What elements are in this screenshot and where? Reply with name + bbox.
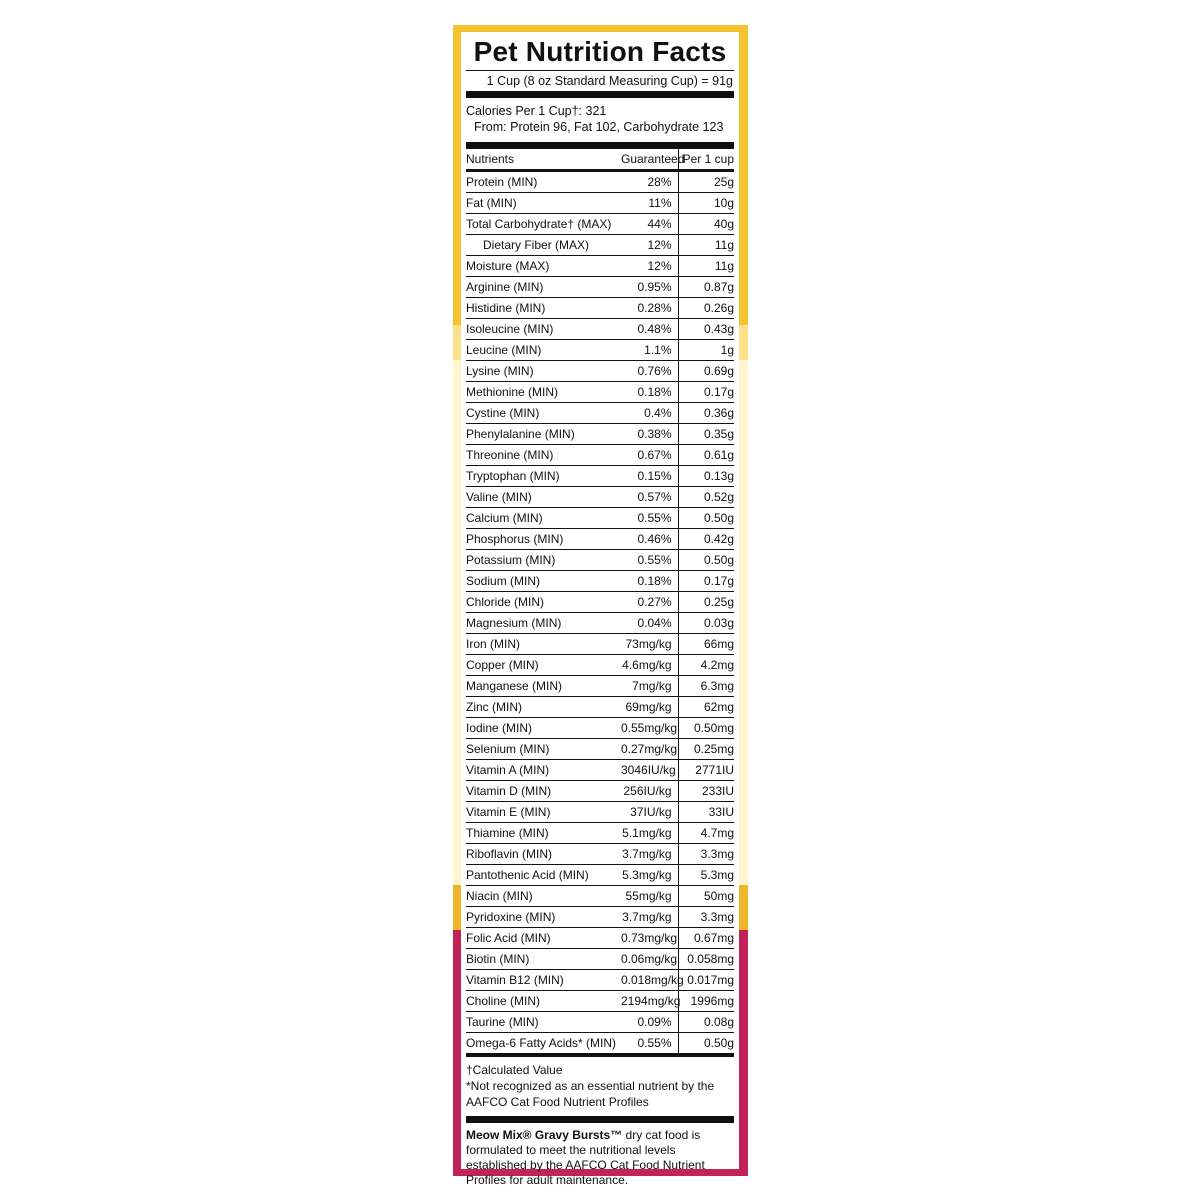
table-row <box>466 1012 734 1033</box>
table-row <box>466 739 734 760</box>
per-cup-value: 0.17g <box>678 382 734 403</box>
statement-text: dry cat food is formulated to meet the nutritional levels established by the AAFCO Cat Food Nutrient Profiles for adult maintenance. <box>466 1128 705 1187</box>
nutrient-name: Zinc (MIN) <box>466 697 621 718</box>
per-cup-value: 0.13g <box>678 466 734 487</box>
per-cup-value: 0.03g <box>678 613 734 634</box>
nutrient-name: Pyridoxine (MIN) <box>466 907 621 928</box>
table-row <box>466 865 734 886</box>
per-cup-value: 66mg <box>678 634 734 655</box>
nutrient-name: Selenium (MIN) <box>466 739 621 760</box>
guaranteed-value: 0.27% <box>621 592 678 613</box>
table-row <box>466 928 734 949</box>
table-header-row <box>466 149 734 171</box>
per-cup-value: 0.50g <box>678 1033 734 1054</box>
per-cup-value: 25g <box>678 171 734 193</box>
nutrient-name: Magnesium (MIN) <box>466 613 621 634</box>
nutrient-name: Calcium (MIN) <box>466 508 621 529</box>
guaranteed-value: 3.7mg/kg <box>621 844 678 865</box>
table-row <box>466 718 734 739</box>
nutrient-name: Phenylalanine (MIN) <box>466 424 621 445</box>
footnotes <box>466 1057 734 1116</box>
table-row <box>466 171 734 193</box>
guaranteed-value: 5.1mg/kg <box>621 823 678 844</box>
per-cup-value: 0.35g <box>678 424 734 445</box>
table-row <box>466 781 734 802</box>
guaranteed-value: 4.6mg/kg <box>621 655 678 676</box>
guaranteed-value: 0.55% <box>621 550 678 571</box>
per-cup-value: 0.43g <box>678 319 734 340</box>
per-cup-value: 0.50mg <box>678 718 734 739</box>
table-row <box>466 277 734 298</box>
calories-per-cup: Calories Per 1 Cup†: 321 <box>466 104 607 118</box>
table-row <box>466 1033 734 1054</box>
calories-section <box>466 98 734 142</box>
guaranteed-value: 37IU/kg <box>621 802 678 823</box>
table-row <box>466 634 734 655</box>
table-row <box>466 697 734 718</box>
table-row <box>466 466 734 487</box>
nutrient-name: Iodine (MIN) <box>466 718 621 739</box>
guaranteed-value: 0.95% <box>621 277 678 298</box>
per-cup-value: 0.87g <box>678 277 734 298</box>
guaranteed-value: 0.73mg/kg <box>621 928 678 949</box>
guaranteed-value: 0.18% <box>621 382 678 403</box>
table-row <box>466 970 734 991</box>
guaranteed-value: 0.018mg/kg <box>621 970 678 991</box>
nutrient-name: Sodium (MIN) <box>466 571 621 592</box>
per-cup-value: 0.50g <box>678 550 734 571</box>
footnote-not-recognized: *Not recognized as an essential nutrient by the AAFCO Cat Food Nutrient Profiles <box>466 1079 715 1109</box>
nutrient-name: Vitamin E (MIN) <box>466 802 621 823</box>
divider-thick <box>466 91 734 98</box>
nutrient-name: Manganese (MIN) <box>466 676 621 697</box>
per-cup-value: 0.25mg <box>678 739 734 760</box>
guaranteed-value: 0.55% <box>621 508 678 529</box>
nutrient-name: Vitamin A (MIN) <box>466 760 621 781</box>
guaranteed-value: 0.06mg/kg <box>621 949 678 970</box>
guaranteed-value: 5.3mg/kg <box>621 865 678 886</box>
brand-name: Meow Mix® Gravy Bursts™ <box>466 1128 623 1142</box>
header-nutrients: Nutrients <box>466 149 621 171</box>
per-cup-value: 6.3mg <box>678 676 734 697</box>
nutrient-name: Folic Acid (MIN) <box>466 928 621 949</box>
guaranteed-value: 28% <box>621 171 678 193</box>
guaranteed-value: 11% <box>621 193 678 214</box>
guaranteed-value: 0.15% <box>621 466 678 487</box>
nutrient-name: Total Carbohydrate† (MAX) <box>466 214 621 235</box>
per-cup-value: 0.67mg <box>678 928 734 949</box>
nutrient-name: Dietary Fiber (MAX) <box>466 235 621 256</box>
nutrient-name: Leucine (MIN) <box>466 340 621 361</box>
nutrient-name: Arginine (MIN) <box>466 277 621 298</box>
table-row <box>466 235 734 256</box>
table-row <box>466 907 734 928</box>
per-cup-value: 4.7mg <box>678 823 734 844</box>
nutrient-name: Riboflavin (MIN) <box>466 844 621 865</box>
table-row <box>466 508 734 529</box>
table-row <box>466 760 734 781</box>
guaranteed-value: 0.55mg/kg <box>621 718 678 739</box>
guaranteed-value: 12% <box>621 235 678 256</box>
table-row <box>466 298 734 319</box>
nutrition-label <box>461 32 739 1187</box>
nutrient-name: Tryptophan (MIN) <box>466 466 621 487</box>
nutrient-name: Phosphorus (MIN) <box>466 529 621 550</box>
nutrient-name: Copper (MIN) <box>466 655 621 676</box>
table-row <box>466 214 734 235</box>
nutrient-name: Threonine (MIN) <box>466 445 621 466</box>
aafco-statement <box>466 1123 734 1188</box>
guaranteed-value: 0.38% <box>621 424 678 445</box>
per-cup-value: 11g <box>678 235 734 256</box>
table-row <box>466 256 734 277</box>
table-row <box>466 382 734 403</box>
nutrient-name: Histidine (MIN) <box>466 298 621 319</box>
nutrient-name: Valine (MIN) <box>466 487 621 508</box>
per-cup-value: 0.42g <box>678 529 734 550</box>
guaranteed-value: 1.1% <box>621 340 678 361</box>
per-cup-value: 0.017mg <box>678 970 734 991</box>
guaranteed-value: 0.46% <box>621 529 678 550</box>
nutrient-name: Biotin (MIN) <box>466 949 621 970</box>
per-cup-value: 0.17g <box>678 571 734 592</box>
serving-size: 1 Cup (8 oz Standard Measuring Cup) = 91g <box>486 74 733 88</box>
guaranteed-value: 0.04% <box>621 613 678 634</box>
per-cup-value: 50mg <box>678 886 734 907</box>
per-cup-value: 2771IU <box>678 760 734 781</box>
table-row <box>466 802 734 823</box>
per-cup-value: 11g <box>678 256 734 277</box>
guaranteed-value: 0.76% <box>621 361 678 382</box>
table-row <box>466 445 734 466</box>
per-cup-value: 4.2mg <box>678 655 734 676</box>
nutrient-name: Lysine (MIN) <box>466 361 621 382</box>
nutrient-name: Methionine (MIN) <box>466 382 621 403</box>
nutrient-name: Omega-6 Fatty Acids* (MIN) <box>466 1033 621 1054</box>
table-row <box>466 550 734 571</box>
per-cup-value: 0.08g <box>678 1012 734 1033</box>
table-row <box>466 823 734 844</box>
per-cup-value: 40g <box>678 214 734 235</box>
per-cup-value: 3.3mg <box>678 907 734 928</box>
guaranteed-value: 0.48% <box>621 319 678 340</box>
nutrient-name: Fat (MIN) <box>466 193 621 214</box>
nutrient-name: Potassium (MIN) <box>466 550 621 571</box>
table-row <box>466 340 734 361</box>
per-cup-value: 33IU <box>678 802 734 823</box>
per-cup-value: 0.69g <box>678 361 734 382</box>
per-cup-value: 0.058mg <box>678 949 734 970</box>
table-row <box>466 361 734 382</box>
per-cup-value: 1g <box>678 340 734 361</box>
table-row <box>466 949 734 970</box>
calories-from: From: Protein 96, Fat 102, Carbohydrate 123 <box>474 120 724 134</box>
guaranteed-value: 7mg/kg <box>621 676 678 697</box>
table-row <box>466 592 734 613</box>
nutrient-name: Niacin (MIN) <box>466 886 621 907</box>
table-row <box>466 991 734 1012</box>
nutrient-name: Pantothenic Acid (MIN) <box>466 865 621 886</box>
guaranteed-value: 0.28% <box>621 298 678 319</box>
per-cup-value: 0.26g <box>678 298 734 319</box>
nutrients-table <box>466 149 734 1054</box>
nutrient-name: Choline (MIN) <box>466 991 621 1012</box>
per-cup-value: 0.61g <box>678 445 734 466</box>
nutrient-name: Cystine (MIN) <box>466 403 621 424</box>
guaranteed-value: 55mg/kg <box>621 886 678 907</box>
guaranteed-value: 2194mg/kg <box>621 991 678 1012</box>
label-title: Pet Nutrition Facts <box>473 36 727 67</box>
guaranteed-value: 0.27mg/kg <box>621 739 678 760</box>
divider-thick <box>466 1116 734 1123</box>
table-row <box>466 319 734 340</box>
guaranteed-value: 69mg/kg <box>621 697 678 718</box>
guaranteed-value: 256IU/kg <box>621 781 678 802</box>
table-row <box>466 193 734 214</box>
guaranteed-value: 0.57% <box>621 487 678 508</box>
per-cup-value: 3.3mg <box>678 844 734 865</box>
table-row <box>466 529 734 550</box>
header-guaranteed: Guaranteed <box>621 149 678 171</box>
table-row <box>466 676 734 697</box>
guaranteed-value: 44% <box>621 214 678 235</box>
guaranteed-value: 73mg/kg <box>621 634 678 655</box>
nutrient-name: Vitamin B12 (MIN) <box>466 970 621 991</box>
footnote-calculated: †Calculated Value <box>466 1063 563 1077</box>
guaranteed-value: 0.09% <box>621 1012 678 1033</box>
table-row <box>466 571 734 592</box>
nutrient-name: Taurine (MIN) <box>466 1012 621 1033</box>
guaranteed-value: 0.55% <box>621 1033 678 1054</box>
per-cup-value: 10g <box>678 193 734 214</box>
nutrient-name: Vitamin D (MIN) <box>466 781 621 802</box>
guaranteed-value: 3046IU/kg <box>621 760 678 781</box>
table-row <box>466 487 734 508</box>
divider-thick <box>466 142 734 149</box>
per-cup-value: 5.3mg <box>678 865 734 886</box>
guaranteed-value: 0.18% <box>621 571 678 592</box>
table-row <box>466 886 734 907</box>
per-cup-value: 0.25g <box>678 592 734 613</box>
per-cup-value: 233IU <box>678 781 734 802</box>
per-cup-value: 0.52g <box>678 487 734 508</box>
per-cup-value: 0.36g <box>678 403 734 424</box>
guaranteed-value: 12% <box>621 256 678 277</box>
table-row <box>466 613 734 634</box>
table-row <box>466 655 734 676</box>
table-row <box>466 403 734 424</box>
table-row <box>466 844 734 865</box>
nutrient-name: Protein (MIN) <box>466 171 621 193</box>
guaranteed-value: 0.67% <box>621 445 678 466</box>
guaranteed-value: 3.7mg/kg <box>621 907 678 928</box>
nutrient-name: Thiamine (MIN) <box>466 823 621 844</box>
table-row <box>466 424 734 445</box>
nutrient-name: Chloride (MIN) <box>466 592 621 613</box>
per-cup-value: 1996mg <box>678 991 734 1012</box>
header-per-cup: Per 1 cup <box>678 149 734 171</box>
nutrient-name: Iron (MIN) <box>466 634 621 655</box>
nutrient-name: Isoleucine (MIN) <box>466 319 621 340</box>
guaranteed-value: 0.4% <box>621 403 678 424</box>
nutrient-name: Moisture (MAX) <box>466 256 621 277</box>
per-cup-value: 0.50g <box>678 508 734 529</box>
per-cup-value: 62mg <box>678 697 734 718</box>
